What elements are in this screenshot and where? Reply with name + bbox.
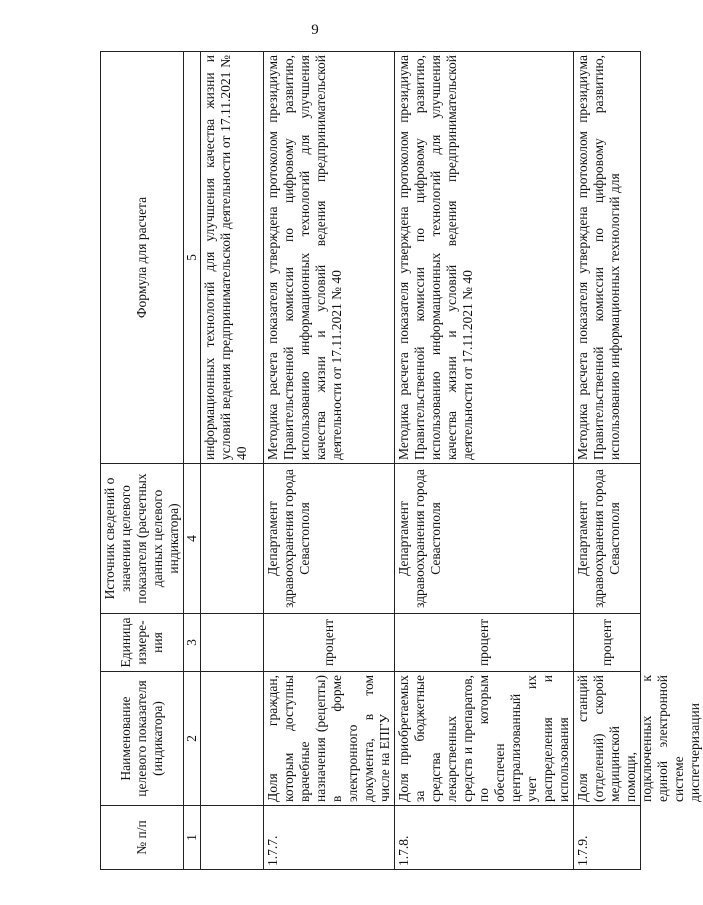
column-number: 4 <box>184 464 201 614</box>
header-source: Источник сведений о значении целевого показателя (расчетных данных целевого индикатора) <box>101 464 184 614</box>
header-unit: Единица измере-ния <box>101 614 184 672</box>
header-number: № п/п <box>101 806 184 870</box>
unit: процент <box>574 614 641 672</box>
row-number: 1.7.8. <box>395 806 574 870</box>
formula: информационных технологий для улучшения качества жизни и условий ведения предпринимательской деятельности от 17.11.2021 № 40 <box>201 52 264 464</box>
formula-cell <box>574 52 641 464</box>
source <box>201 464 264 614</box>
unit <box>201 614 264 672</box>
column-number: 2 <box>184 672 201 806</box>
source: Департамент здравоохранения города Севастополя <box>574 464 641 614</box>
row-number <box>201 806 264 870</box>
column-number-row <box>184 52 201 870</box>
table-row-continuation <box>201 52 264 870</box>
column-number: 5 <box>184 52 201 464</box>
source: Департамент здравоохранения города Севастополя <box>264 464 395 614</box>
formula: Методика расчета показателя утверждена протоколом президиума Правительственной комиссии по цифровому развитию, использованию информационных технологий для улучшения качества жизни и условий ведения предпринимательской деятельности от 17.11.2021 № 40 <box>395 52 574 464</box>
formula: Методика расчета показателя утверждена протоколом президиума Правительственной комиссии по цифровому развитию, использованию информационных технологий для улучшения качества жизни и условий ведения предпринимательской деятельности от 17.11.2021 № 40 <box>264 52 395 464</box>
rotated-table-container <box>100 52 702 870</box>
header-indicator-name: Наименование целевого показателя (индикатора) <box>101 672 184 806</box>
indicator-name: Доля станций (отделений) скорой медицинской помощи, подключенных к единой электронной системе диспетчеризации <box>575 675 702 802</box>
row-number: 1.7.7. <box>264 806 395 870</box>
row-number: 1.7.9. <box>574 806 641 870</box>
table-header-row <box>101 52 184 870</box>
table-row <box>264 52 395 870</box>
indicator-name <box>201 672 264 806</box>
indicators-table <box>100 51 702 870</box>
indicator-name: Доля граждан, которым доступны врачебные назначения (рецепты) в форме электронного документа, в том числе на ЕПГУ <box>264 672 395 806</box>
header-formula: Формула для расчета <box>101 52 184 464</box>
indicator-name: Доля приобретаемых за бюджетные средства лекарственных средств и препаратов, по которым обеспечен централизованный учет их распределения и использования <box>395 672 574 806</box>
unit: процент <box>395 614 574 672</box>
indicator-name-cell <box>574 672 702 806</box>
page-number: 9 <box>311 22 319 38</box>
table-row <box>574 52 641 870</box>
unit: процент <box>264 614 395 672</box>
column-number: 1 <box>184 806 201 870</box>
source: Департамент здравоохранения города Севастополя <box>395 464 574 614</box>
formula: Методика расчета показателя утверждена протоколом президиума Правительственной комиссии по цифровому развитию, использованию информационных технологий для <box>575 55 622 460</box>
column-number: 3 <box>184 614 201 672</box>
table-row <box>395 52 574 870</box>
